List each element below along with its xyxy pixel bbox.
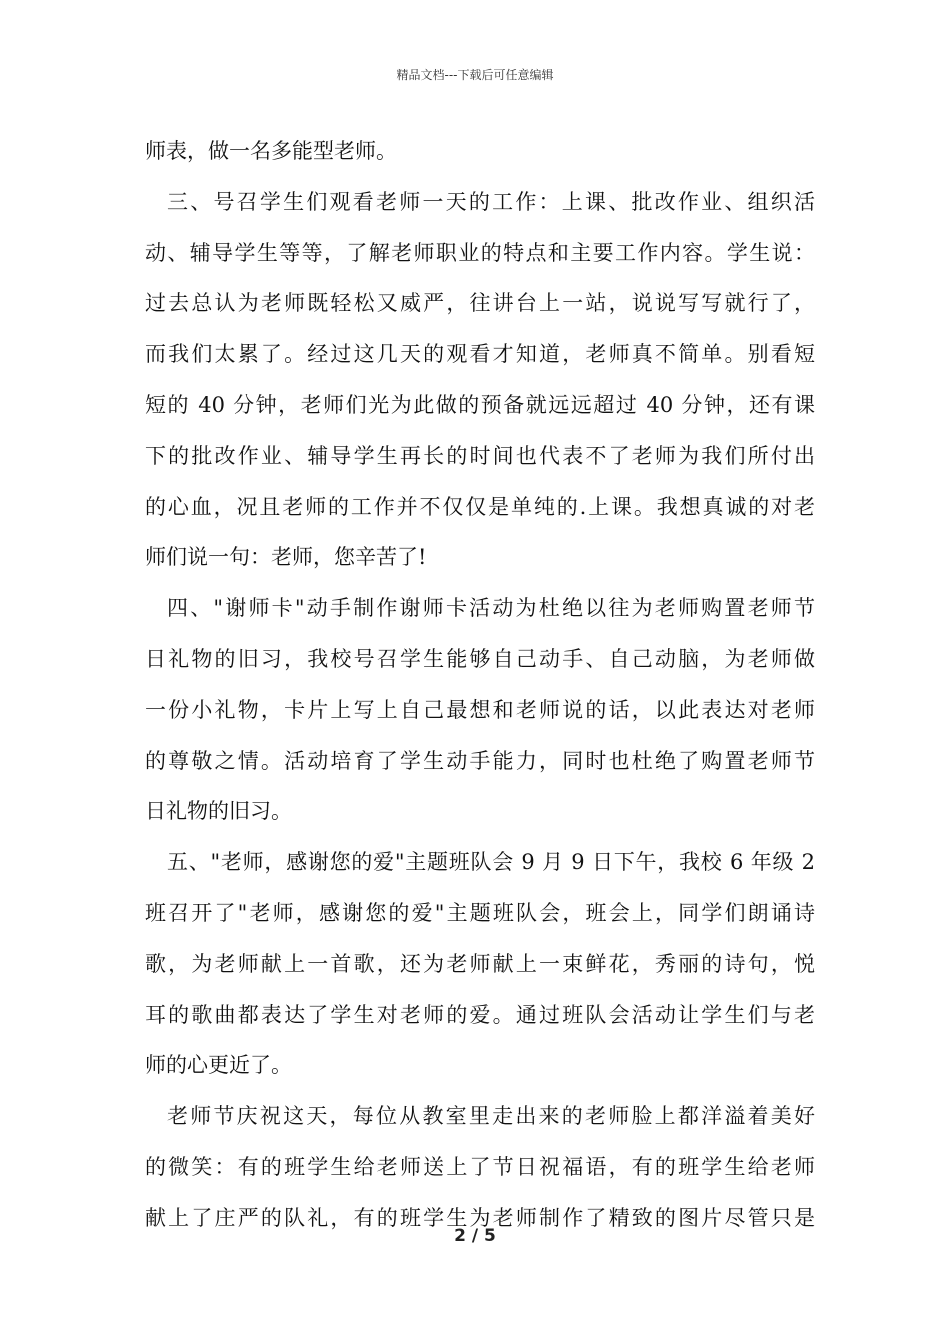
text-line: 而我们太累了。经过这几天的观看才知道，老师真不简单。别看短 bbox=[145, 342, 815, 367]
page-number: 2 / 5 bbox=[454, 1226, 496, 1246]
text-line: 动、辅导学生等等，了解老师职业的特点和主要工作内容。学生说： bbox=[145, 240, 815, 265]
text-line: 一份小礼物，卡片上写上自己最想和老师说的话，以此表达对老师 bbox=[145, 697, 815, 722]
text-line: 师们说一句：老师，您辛苦了! bbox=[145, 545, 427, 570]
document-body bbox=[145, 126, 815, 1244]
text-line: 师表，做一名多能型老师。 bbox=[145, 139, 397, 163]
text-line: 的心血，况且老师的工作并不仅仅是单纯的.上课。我想真诚的对老 bbox=[145, 494, 815, 519]
text-line: 的微笑：有的班学生给老师送上了节日祝福语，有的班学生给老师 bbox=[145, 1154, 815, 1179]
text-line: 五、"老师，感谢您的爱"主题班队会 9 月 9 日下午，我校 6 年级 2 bbox=[167, 850, 815, 875]
text-line: 日礼物的旧习。 bbox=[145, 799, 292, 824]
page-header: 精品文档---下载后可任意编辑 bbox=[396, 68, 554, 82]
text-line: 三、号召学生们观看老师一天的工作：上课、批改作业、组织活 bbox=[167, 189, 815, 214]
text-line: 下的批改作业、辅导学生再长的时间也代表不了老师为我们所付出 bbox=[145, 443, 815, 468]
text-line: 短的 40 分钟，老师们光为此做的预备就远远超过 40 分钟，还有课 bbox=[145, 392, 815, 417]
text-line: 班召开了"老师，感谢您的爱"主题班队会，班会上，同学们朗诵诗 bbox=[145, 900, 815, 925]
text-line: 过去总认为老师既轻松又威严，往讲台上一站，说说写写就行了， bbox=[145, 291, 815, 316]
text-line: 老师节庆祝这天，每位从教室里走出来的老师脸上都洋溢着美好 bbox=[167, 1104, 815, 1129]
text-line: 四、"谢师卡"动手制作谢师卡活动为杜绝以往为老师购置老师节 bbox=[167, 596, 815, 621]
text-line: 耳的歌曲都表达了学生对老师的爱。通过班队会活动让学生们与老 bbox=[145, 1002, 815, 1027]
text-line: 献上了庄严的队礼，有的班学生为老师制作了精致的图片尽管只是 bbox=[145, 1205, 815, 1230]
text-line: 歌，为老师献上一首歌，还为老师献上一束鲜花，秀丽的诗句，悦 bbox=[145, 951, 815, 976]
text-line: 日礼物的旧习，我校号召学生能够自己动手、自己动脑，为老师做 bbox=[145, 646, 815, 671]
text-line: 师的心更近了。 bbox=[145, 1053, 292, 1078]
text-line: 的尊敬之情。活动培育了学生动手能力，同时也杜绝了购置老师节 bbox=[145, 748, 815, 773]
